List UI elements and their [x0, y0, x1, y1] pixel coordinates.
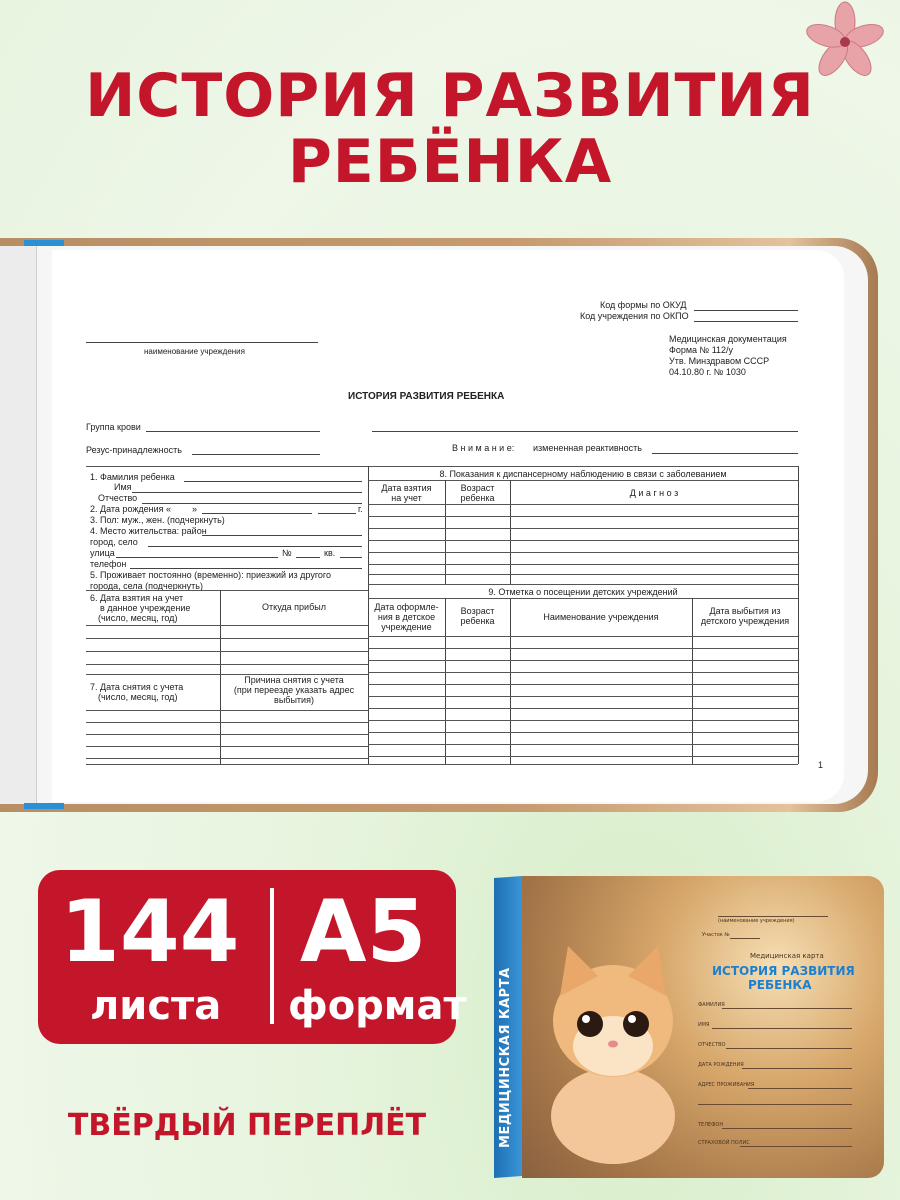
binding-label: ТВЁРДЫЙ ПЕРЕПЛЁТ: [67, 1108, 427, 1143]
cover-title-2: РЕБЕНКА: [748, 978, 812, 992]
s9-col-leave: Дата выбытия из: [709, 606, 781, 616]
badge-divider: [270, 888, 274, 1024]
col-reg-date: 6. Дата взятия на учет: [90, 593, 184, 603]
kitten-icon: [528, 916, 698, 1166]
field-birthdate-quote: »: [192, 504, 198, 514]
col-reg-date-3: (число, месяц, год): [98, 613, 178, 623]
col-dereg-date-2: (число, месяц, год): [98, 692, 178, 702]
col-dereg-date: 7. Дата снятия с учета: [90, 682, 184, 692]
s9-col-date: Дата оформле-: [374, 602, 439, 612]
field-house-no: №: [282, 548, 292, 558]
s9-col-age: Возраст: [460, 606, 495, 616]
institution-label: наименование учреждения: [144, 347, 245, 356]
blood-group-label: Группа крови: [86, 422, 141, 432]
s8-col-age: Возраст: [460, 483, 495, 493]
med-doc: Медицинская документация: [669, 334, 787, 344]
format-label: формат: [288, 983, 467, 1029]
format-value: А5: [300, 882, 427, 982]
spine-text: МЕДИЦИНСКАЯ КАРТА: [498, 967, 513, 1148]
title-line-2: РЕБЁНКА: [287, 127, 613, 197]
col-came-from: Откуда прибыл: [262, 602, 326, 612]
bookmark-top: [24, 240, 64, 246]
field-surname: 1. Фамилия ребенка: [90, 472, 175, 482]
field-apt: кв.: [324, 548, 336, 558]
field-name: Имя: [114, 482, 132, 492]
cover-kind: Медицинская карта: [750, 952, 824, 960]
book-cover-image: [494, 878, 880, 1182]
cover-field-birthdate: ДАТА РОЖДЕНИЯ: [698, 1062, 744, 1068]
field-residence: 4. Место жительства: район: [90, 526, 207, 536]
attention-text: измененная реактивность: [533, 443, 642, 453]
okpo-label: Код учреждения по ОКПО: [580, 311, 689, 321]
form-number: Форма № 112/у: [669, 345, 734, 355]
flower-icon: [800, 0, 890, 90]
title-line-1: ИСТОРИЯ РАЗВИТИЯ: [85, 61, 815, 131]
field-street: улица: [90, 548, 115, 558]
col-reason: Причина снятия с учета: [244, 675, 344, 685]
cover-inst: (наименование учреждения): [718, 918, 795, 924]
section-8-title: 8. Показания к диспансерному наблюдению в связи с заболеванием: [439, 469, 727, 479]
s8-col-date: Дата взятия: [381, 483, 432, 493]
cover-field-address: АДРЕС ПРОЖИВАНИЯ: [698, 1082, 755, 1088]
s9-col-date-3: учреждение: [381, 622, 432, 632]
s8-col-age-2: ребенка: [460, 493, 495, 503]
field-city: город, село: [90, 537, 138, 547]
book-cover: [522, 876, 884, 1178]
field-residence-type-2: города, села (подчеркнуть): [90, 581, 203, 591]
col-reason-3: выбытия): [274, 695, 314, 705]
spec-badge: [38, 870, 467, 1044]
approved-by: Утв. Минздравом СССР: [669, 356, 770, 366]
s9-col-institution: Наименование учреждения: [543, 612, 659, 622]
s8-col-diagnosis: Д и а г н о з: [629, 488, 679, 498]
bookmark-bottom: [24, 803, 64, 809]
pages-label: листа: [90, 983, 222, 1029]
page-number: 1: [818, 760, 824, 770]
field-birthdate: 2. Дата рождения «: [90, 504, 171, 514]
field-sex: 3. Пол: муж., жен. (подчеркнуть): [90, 515, 225, 525]
attention-label: В н и м а н и е:: [452, 443, 515, 453]
field-patronymic: Отчество: [98, 493, 138, 503]
s9-col-date-2: ния в детское: [377, 612, 436, 622]
cover-field-patronymic: ОТЧЕСТВО: [698, 1042, 726, 1048]
col-reason-2: (при переезде указать адрес: [233, 685, 355, 695]
okud-label: Код формы по ОКУД: [600, 300, 687, 310]
s8-col-date-2: на учет: [391, 493, 422, 503]
approval-date: 04.10.80 г. № 1030: [669, 367, 746, 377]
cover-uchastok: Участок №: [702, 932, 730, 938]
cover-field-surname: ФАМИЛИЯ: [698, 1002, 725, 1008]
section-9-title: 9. Отметка о посещении детских учреждений: [488, 587, 678, 597]
form-page: [52, 250, 844, 802]
rhesus-label: Резус-принадлежность: [86, 445, 182, 455]
s9-col-leave-2: детского учреждения: [700, 616, 790, 626]
pages-count: 144: [60, 882, 240, 982]
field-phone: телефон: [90, 559, 127, 569]
col-reg-date-2: в данное учреждение: [100, 603, 191, 613]
cover-title-1: ИСТОРИЯ РАЗВИТИЯ: [712, 964, 855, 978]
field-residence-type: 5. Проживает постоянно (временно): приезжий из другого: [90, 570, 332, 580]
s9-col-age-2: ребенка: [460, 616, 495, 626]
field-birthdate-year: г.: [358, 504, 363, 514]
cover-field-insurance: СТРАХОВОЙ ПОЛИС: [698, 1140, 750, 1146]
form-title: ИСТОРИЯ РАЗВИТИЯ РЕБЕНКА: [348, 391, 505, 402]
cover-field-phone: ТЕЛЕФОН: [698, 1122, 724, 1128]
cover-field-name: ИМЯ: [698, 1022, 710, 1028]
